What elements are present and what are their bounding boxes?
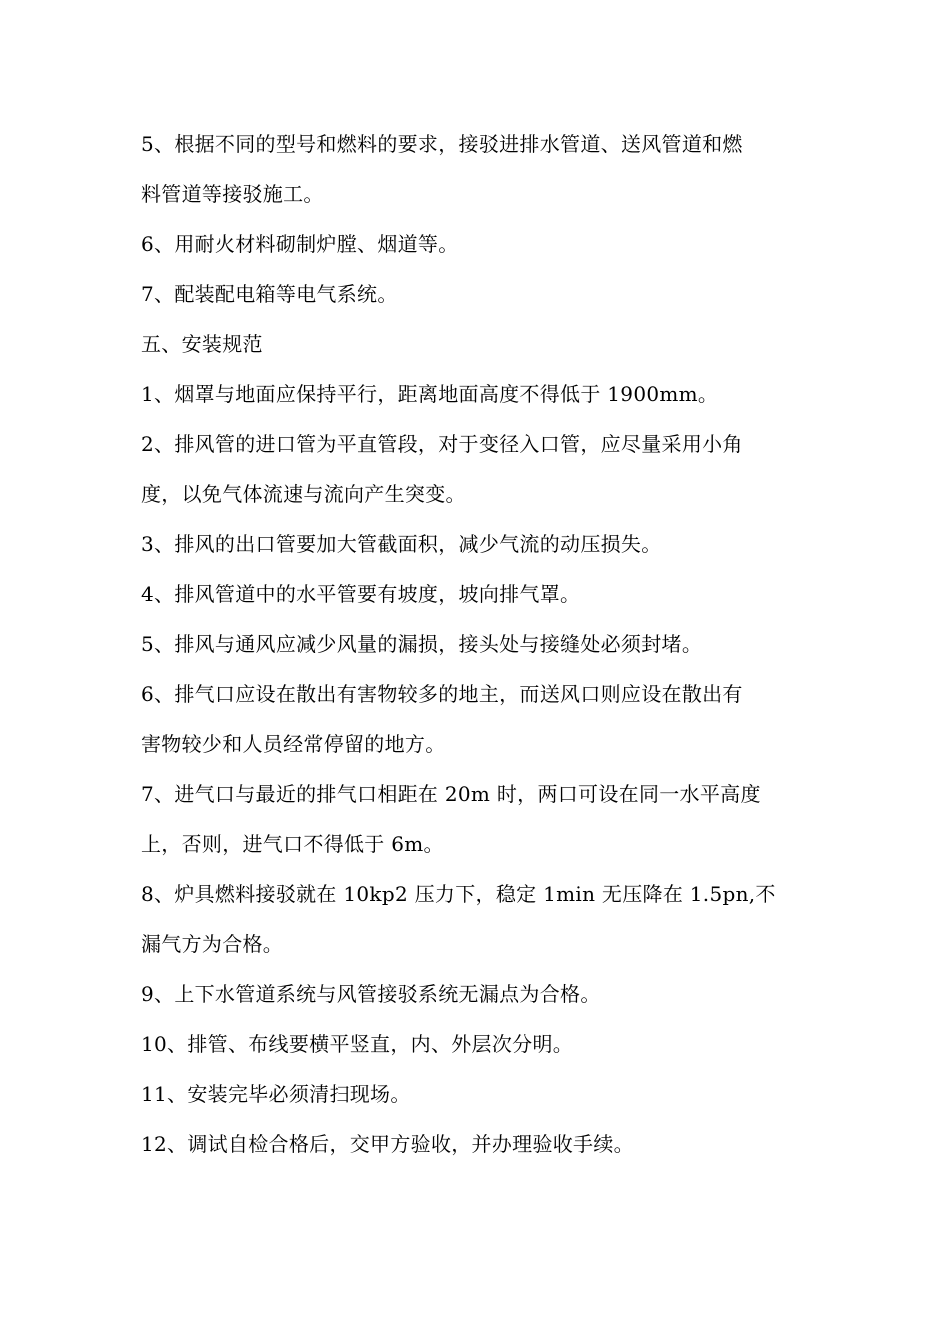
text-line-6: 1、烟罩与地面应保持平行，距离地面高度不得低于 1900mm。 xyxy=(141,382,719,406)
text-line-10: 4、排风管道中的水平管要有坡度，坡向排气罩。 xyxy=(141,582,581,606)
text-line-8: 度，以免气体流速与流向产生突变。 xyxy=(141,482,466,506)
text-line-17: 漏气方为合格。 xyxy=(141,932,284,956)
text-line-16: 8、炉具燃料接驳就在 10kp2 压力下，稳定 1min 无压降在 1.5pn,不 xyxy=(141,882,776,906)
text-line-4: 7、配装配电箱等电气系统。 xyxy=(141,282,398,306)
text-line-3: 6、用耐火材料砌制炉膛、烟道等。 xyxy=(141,232,459,256)
text-line-18: 9、上下水管道系统与风管接驳系统无漏点为合格。 xyxy=(141,982,601,1006)
text-line-12: 6、排气口应设在散出有害物较多的地主，而送风口则应设在散出有 xyxy=(141,682,743,706)
text-line-19: 10、排管、布线要横平竖直，内、外层次分明。 xyxy=(141,1032,574,1056)
text-line-7: 2、排风管的进口管为平直管段，对于变径入口管，应尽量采用小角 xyxy=(141,432,743,456)
text-line-11: 5、排风与通风应减少风量的漏损，接头处与接缝处必须封堵。 xyxy=(141,632,703,656)
text-line-14: 7、进气口与最近的排气口相距在 20m 时，两口可设在同一水平高度 xyxy=(141,782,761,806)
text-line-20: 11、安装完毕必须清扫现场。 xyxy=(141,1082,411,1106)
section-heading: 五、安装规范 xyxy=(141,332,263,356)
text-line-15: 上，否则，进气口不得低于 6m。 xyxy=(141,832,444,856)
text-line-9: 3、排风的出口管要加大管截面积，减少气流的动压损失。 xyxy=(141,532,662,556)
text-line-13: 害物较少和人员经常停留的地方。 xyxy=(141,732,446,756)
text-line-2: 料管道等接驳施工。 xyxy=(141,182,324,206)
text-line-21: 12、调试自检合格后，交甲方验收，并办理验收手续。 xyxy=(141,1132,634,1156)
text-line-1: 5、根据不同的型号和燃料的要求，接驳进排水管道、送风管道和燃 xyxy=(141,132,743,156)
document-body xyxy=(141,119,811,1169)
